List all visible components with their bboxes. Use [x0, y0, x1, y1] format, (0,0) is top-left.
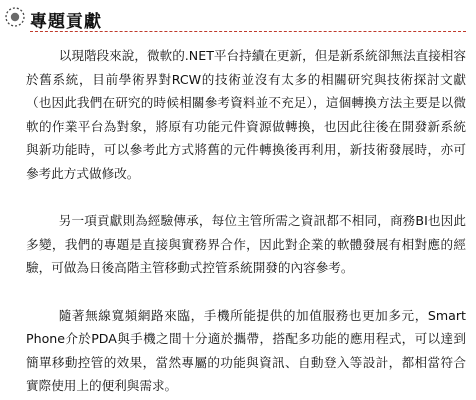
paragraph-1: 以現階段來說，微軟的.NET平台持續在更新，但是新系統卻無法直接相容於舊系統，目前學術界對RCW的技術並沒有太多的相關研究與技術探討文獻（也因此我們在研究的時候相關參考資料並不充足），這個轉換方法主要是以微軟的作業平台為對象，將原有功能元件資源做轉換，也因此往後在開發新系統與新功能時，可以參考此方式將舊的元件轉換後再利用，新技術發展時，亦可參考此方式做修改。: [26, 48, 466, 181]
section-header: [4, 6, 460, 32]
section-divider: [30, 31, 466, 32]
dashed-circle-icon: [4, 6, 26, 28]
article-body: [26, 44, 466, 398]
paragraph-2: 另一項貢獻則為經驗傳承，每位主管所需之資訊都不相同，商務BI也因此多變，我們的專題是直接與實務界合作，因此對企業的軟體發展有相對應的經驗，可做為日後高階主管移動式控管系統開發的內容參考。: [26, 213, 466, 275]
paragraph-3: 隨著無線寬頻網路來臨，手機所能提供的加值服務也更加多元，Smart Phone介於PDA與手機之間十分適於攜帶，搭配多功能的應用程式，可以達到簡單移動控管的效果，當然專屬的功能與資訊、自動登入等設計，都相當符合實際使用上的便利與需求。: [26, 307, 466, 393]
section-title: 專題貢獻: [30, 12, 102, 32]
